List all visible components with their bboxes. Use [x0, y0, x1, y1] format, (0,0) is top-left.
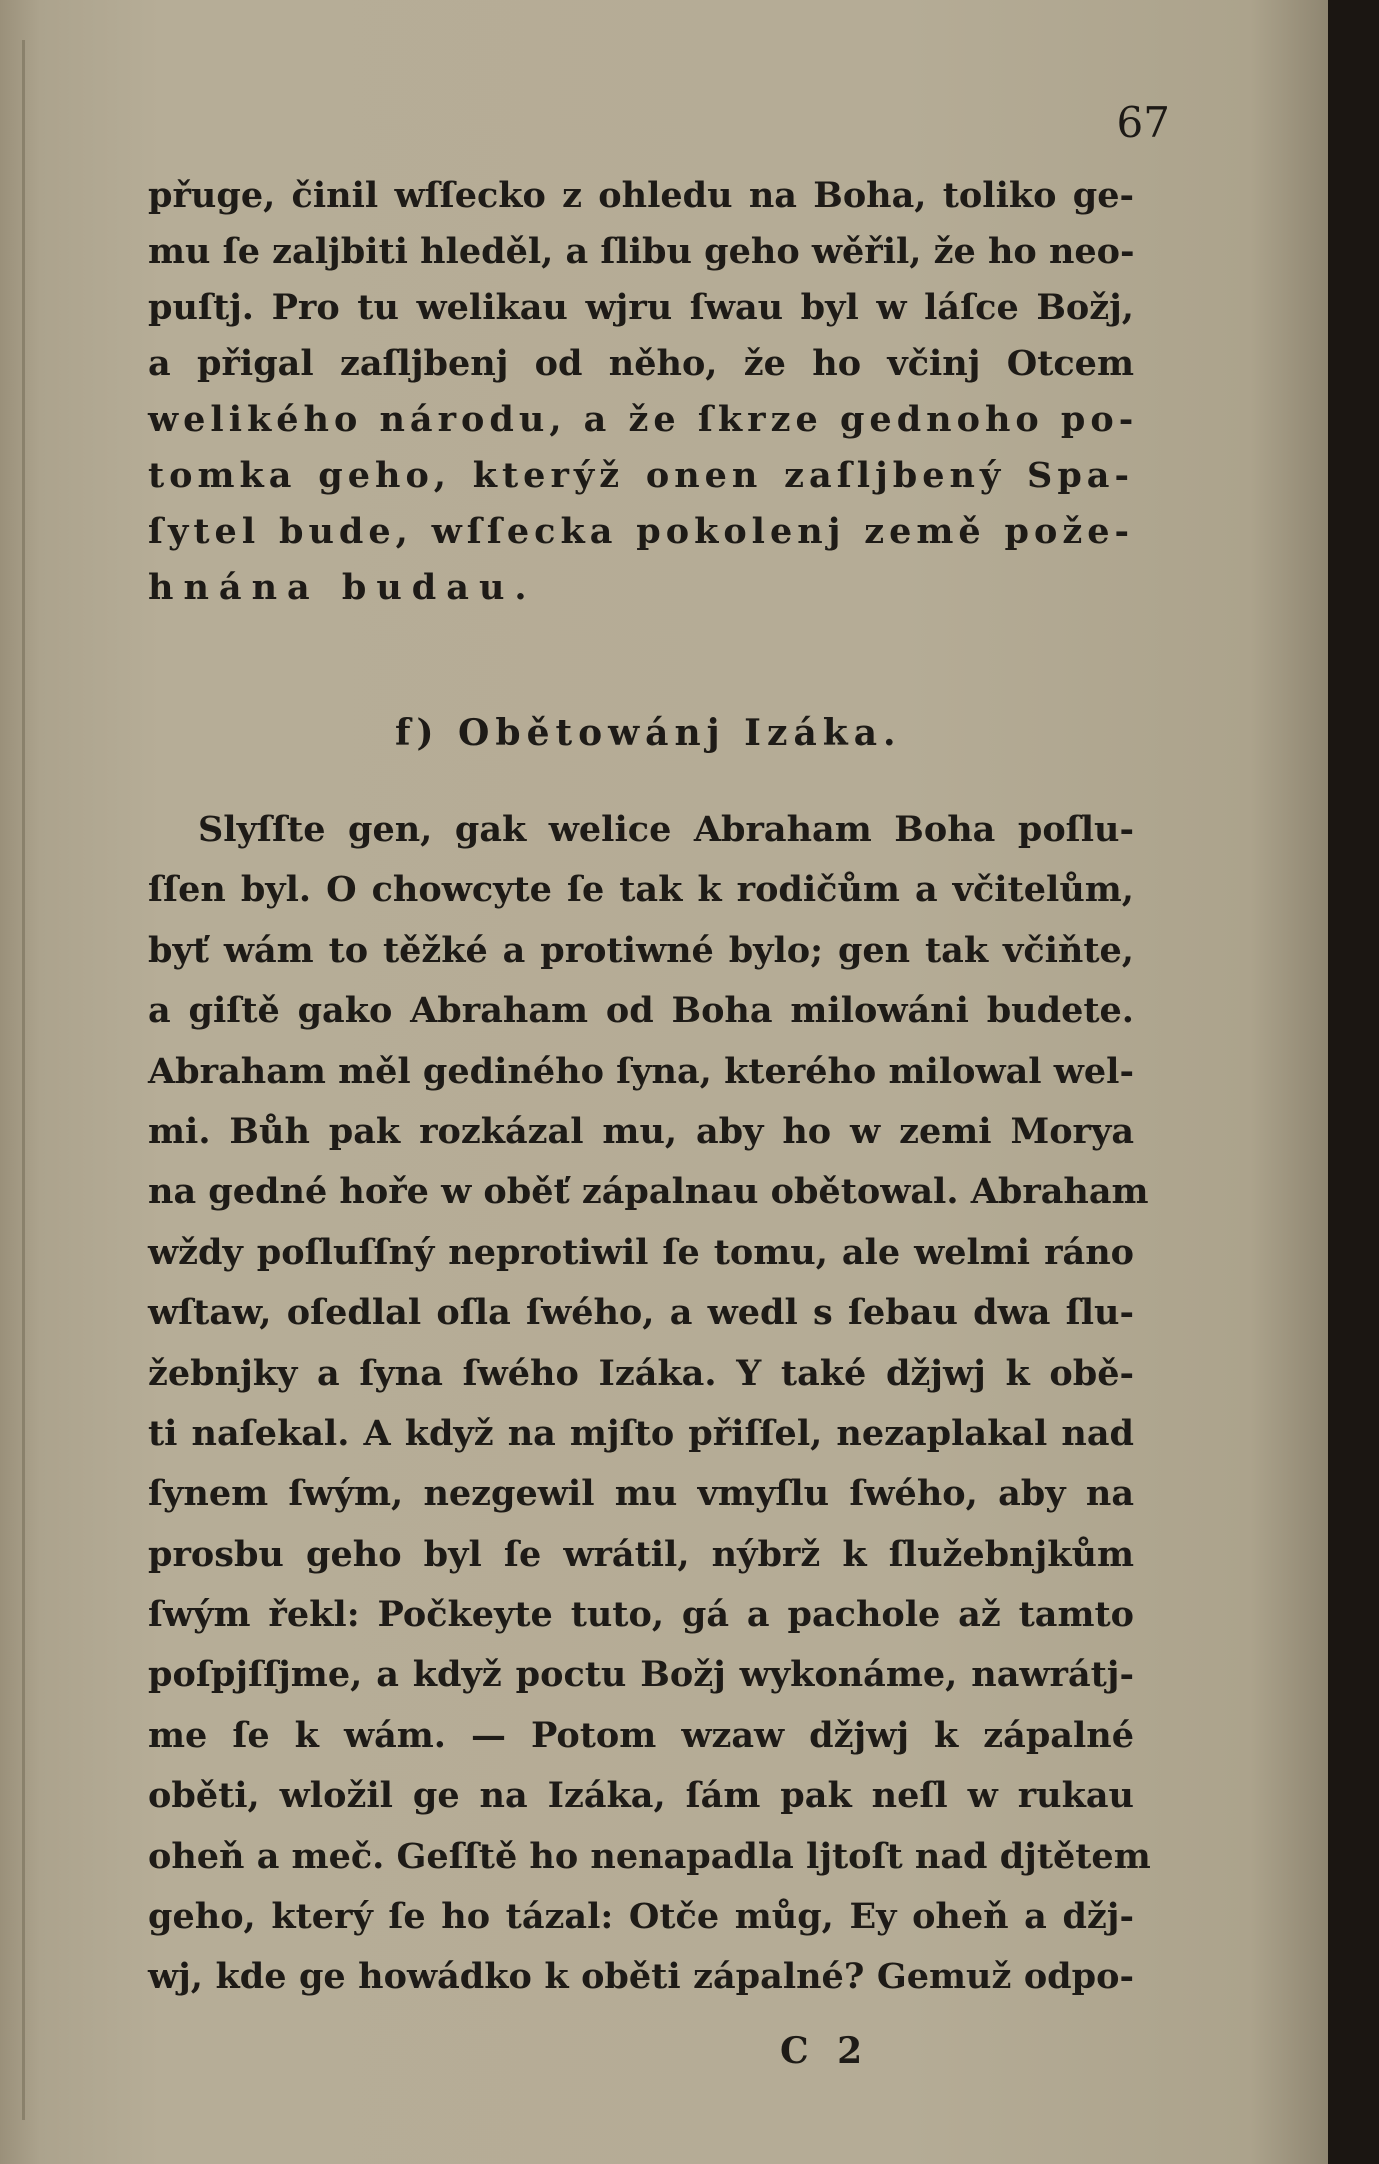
text-line: a giſtě gako Abraham od Boha milowáni budete.	[148, 990, 1134, 1032]
paragraph-2	[148, 800, 1151, 2008]
text-line: mu ſe zaljbiti hleděl, a ſlibu geho wěřil, že ho neo-	[148, 231, 1135, 272]
text-line: a přigal zaſljbenj od něho, že ho včinj Otcem	[148, 343, 1134, 384]
paragraph-1	[148, 168, 1139, 616]
text-line: me ſe k wám. — Potom wzaw džjwj k zápalné	[148, 1714, 1134, 1756]
text-line: byť wám to těžké a protiwné bylo; gen tak včiňte,	[148, 929, 1134, 971]
text-line: wſtaw, oſedlal oſla ſwého, a wedl s ſebau dwa ſlu-	[148, 1292, 1134, 1334]
text-line: geho, který ſe ho tázal: Otče můg, Ey oheň a džj-	[148, 1896, 1134, 1938]
text-line: welikého národu, a že ſkrze gednoho po-	[148, 399, 1139, 440]
text-line: ti naſekal. A když na mjſto přiſſel, nezaplakal nad	[148, 1412, 1134, 1454]
text-line: prosbu geho byl ſe wrátil, nýbrž k ſlužebnjkům	[148, 1533, 1134, 1575]
page-number: 67	[1116, 98, 1170, 147]
text-line: Slyſſte gen, gak welice Abraham Boha poſlu-	[198, 809, 1134, 850]
text-line: Abraham měl gediného ſyna, kterého milowal wel-	[148, 1050, 1134, 1092]
text-line: mi. Bůh pak rozkázal mu, aby ho w zemi Morya	[148, 1110, 1134, 1152]
text-line: wždy poſluſſný neprotiwil ſe tomu, ale welmi ráno	[148, 1231, 1134, 1273]
section-heading: f) Obětowánj Izáka.	[395, 712, 902, 754]
text-line: oheň a meč. Geſſtě ho nenapadla ljtoſt nad djtětem	[148, 1835, 1151, 1877]
signature-mark: C 2	[780, 2030, 871, 2072]
text-line: tomka geho, kterýž onen zaſljbený Spa-	[148, 455, 1134, 496]
text-line: wj, kde ge howádko k oběti zápalné? Gemuž odpo-	[148, 1956, 1134, 1998]
text-line: ſytel bude, wſſecka pokolenj země pože-	[148, 511, 1134, 552]
text-line: ſwým řekl: Počkeyte tuto, gá a pachole až tamto	[148, 1594, 1134, 1636]
text-line: žebnjky a ſyna ſwého Izáka. Y také džjwj k obě-	[148, 1352, 1134, 1394]
text-line: oběti, wložil ge na Izáka, ſám pak neſl w rukau	[148, 1775, 1134, 1817]
text-line: ſynem ſwým, nezgewil mu vmyſlu ſwého, aby na	[148, 1473, 1134, 1515]
text-line: na gedné hoře w oběť zápalnau obětowal. Abraham	[148, 1171, 1149, 1213]
text-line: hnána budau.	[148, 567, 537, 608]
text-line: přuge, činil wſſecko z ohledu na Boha, toliko ge-	[148, 175, 1134, 216]
text-line: poſpjſſjme, a když poctu Božj wykonáme, nawrátj-	[148, 1654, 1134, 1696]
text-line: ſſen byl. O chowcyte ſe tak k rodičům a včitelům,	[148, 869, 1134, 911]
text-line: puſtj. Pro tu welikau wjru ſwau byl w láſce Božj,	[148, 287, 1134, 328]
